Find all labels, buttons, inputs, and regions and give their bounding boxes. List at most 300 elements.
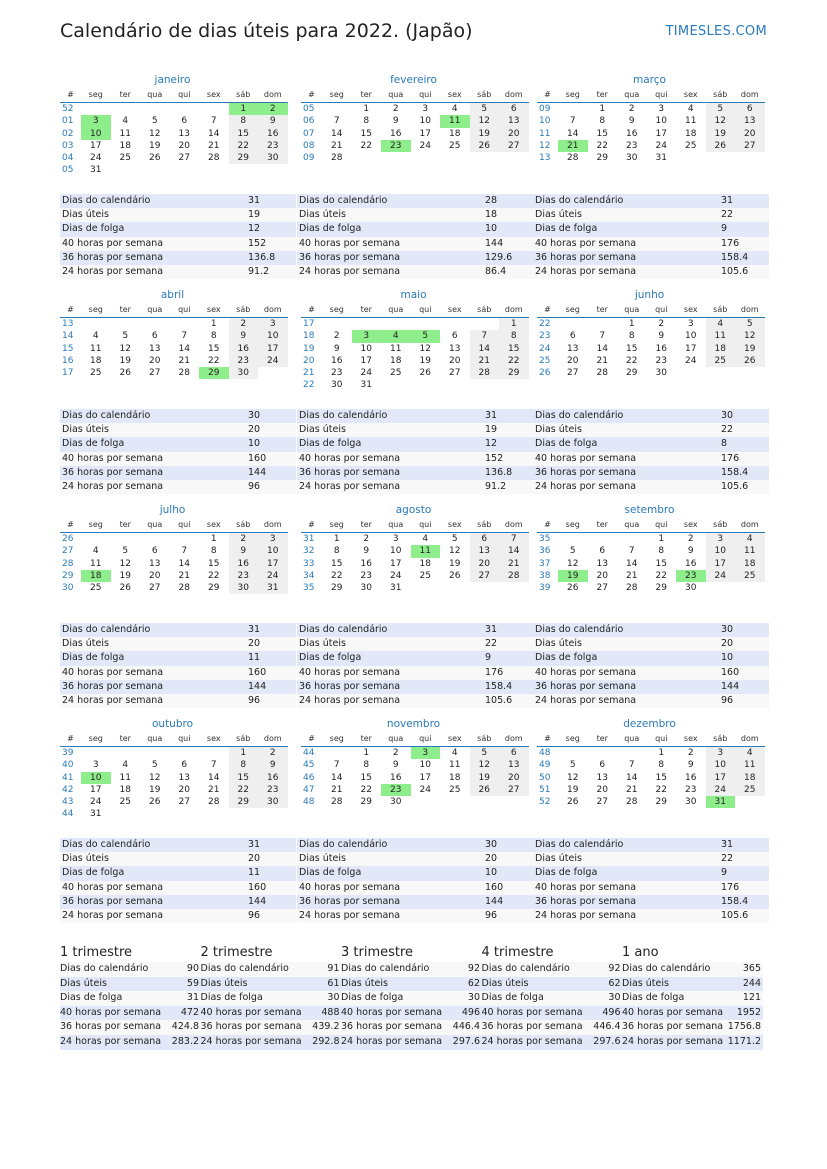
day-cell[interactable]: 29 bbox=[229, 796, 259, 808]
day-cell[interactable]: 27 bbox=[149, 583, 161, 594]
day-cell[interactable]: 30 bbox=[685, 583, 697, 594]
day-cell[interactable]: 20 bbox=[567, 355, 579, 366]
day-cell[interactable]: 24 bbox=[685, 355, 697, 366]
day-cell[interactable]: 3 bbox=[92, 760, 99, 771]
day-cell[interactable]: 6 bbox=[735, 103, 765, 115]
day-cell[interactable]: 24 bbox=[90, 797, 102, 808]
day-cell[interactable]: 16 bbox=[229, 343, 259, 355]
day-cell[interactable]: 27 bbox=[178, 797, 190, 808]
day-cell[interactable]: 4 bbox=[687, 104, 694, 114]
day-cell[interactable]: 18 bbox=[449, 772, 461, 783]
day-cell[interactable]: 3 bbox=[422, 104, 429, 114]
day-cell[interactable]: 29 bbox=[499, 367, 529, 379]
day-cell[interactable]: 21 bbox=[470, 355, 500, 367]
day-cell[interactable]: 31 bbox=[390, 583, 402, 594]
day-cell[interactable]: 20 bbox=[735, 128, 765, 140]
day-cell[interactable]: 19 bbox=[149, 140, 161, 151]
day-cell[interactable]: 5 bbox=[569, 546, 576, 557]
day-cell[interactable]: 24 bbox=[258, 355, 288, 367]
day-cell[interactable]: 8 bbox=[229, 115, 259, 127]
day-cell[interactable]: 18 bbox=[706, 343, 736, 355]
day-cell[interactable]: 13 bbox=[596, 558, 608, 569]
day-cell[interactable]: 29 bbox=[229, 152, 259, 164]
day-cell[interactable]: 15 bbox=[208, 343, 220, 354]
day-cell[interactable]: 28 bbox=[567, 153, 579, 164]
day-cell[interactable]: 5 bbox=[151, 116, 158, 127]
day-cell[interactable]: 1 bbox=[333, 534, 340, 544]
day-cell[interactable]: 6 bbox=[151, 331, 158, 342]
day-cell[interactable]: 7 bbox=[628, 760, 635, 771]
day-cell[interactable]: 18 bbox=[119, 784, 131, 795]
day-cell[interactable]: 17 bbox=[258, 343, 288, 355]
day-cell[interactable]: 11 bbox=[449, 760, 461, 771]
day-cell[interactable]: 16 bbox=[229, 558, 259, 570]
day-cell[interactable]: 13 bbox=[178, 128, 190, 139]
day-cell[interactable]: 14 bbox=[499, 545, 529, 557]
day-cell[interactable]: 5 bbox=[470, 747, 500, 759]
day-cell[interactable]: 3 bbox=[81, 115, 111, 127]
day-cell[interactable]: 26 bbox=[419, 368, 431, 379]
day-cell[interactable]: 30 bbox=[685, 797, 697, 808]
day-cell[interactable]: 22 bbox=[655, 784, 667, 795]
day-cell[interactable]: 26 bbox=[567, 583, 579, 594]
day-cell[interactable]: 19 bbox=[735, 343, 765, 355]
day-cell[interactable]: 11 bbox=[735, 545, 765, 557]
day-cell[interactable]: 14 bbox=[470, 343, 500, 355]
day-cell[interactable]: 27 bbox=[596, 583, 608, 594]
day-cell[interactable]: 2 bbox=[258, 103, 288, 115]
day-cell[interactable]: 27 bbox=[470, 570, 500, 582]
day-cell[interactable]: 23 bbox=[258, 140, 288, 152]
day-cell[interactable]: 11 bbox=[706, 330, 736, 342]
day-cell[interactable]: 20 bbox=[178, 784, 190, 795]
day-cell[interactable]: 19 bbox=[419, 355, 431, 366]
day-cell[interactable]: 9 bbox=[229, 330, 259, 342]
day-cell[interactable]: 26 bbox=[470, 140, 500, 152]
day-cell[interactable]: 22 bbox=[229, 140, 259, 152]
day-cell[interactable]: 28 bbox=[208, 153, 220, 164]
day-cell[interactable]: 2 bbox=[658, 319, 665, 329]
day-cell[interactable]: 22 bbox=[596, 140, 608, 151]
day-cell[interactable]: 15 bbox=[596, 128, 608, 139]
day-cell[interactable]: 23 bbox=[381, 140, 411, 152]
day-cell[interactable]: 10 bbox=[81, 772, 111, 784]
day-cell[interactable]: 21 bbox=[178, 355, 190, 366]
day-cell[interactable]: 27 bbox=[567, 368, 579, 379]
day-cell[interactable]: 10 bbox=[360, 343, 372, 354]
day-cell[interactable]: 5 bbox=[122, 331, 129, 342]
day-cell[interactable]: 10 bbox=[685, 331, 697, 342]
day-cell[interactable]: 29 bbox=[331, 583, 343, 594]
day-cell[interactable]: 24 bbox=[360, 368, 372, 379]
day-cell[interactable]: 28 bbox=[626, 583, 638, 594]
day-cell[interactable]: 13 bbox=[149, 558, 161, 569]
day-cell[interactable]: 16 bbox=[685, 772, 697, 783]
day-cell[interactable]: 16 bbox=[258, 128, 288, 140]
day-cell[interactable]: 23 bbox=[331, 368, 343, 379]
day-cell[interactable]: 14 bbox=[208, 772, 220, 783]
day-cell[interactable]: 25 bbox=[419, 570, 431, 581]
day-cell[interactable]: 6 bbox=[499, 103, 529, 115]
day-cell[interactable]: 8 bbox=[499, 330, 529, 342]
day-cell[interactable]: 25 bbox=[119, 797, 131, 808]
day-cell[interactable]: 6 bbox=[599, 760, 606, 771]
day-cell[interactable]: 20 bbox=[596, 570, 608, 581]
day-cell[interactable]: 31 bbox=[655, 153, 667, 164]
day-cell[interactable]: 26 bbox=[706, 140, 736, 152]
day-cell[interactable]: 23 bbox=[258, 784, 288, 796]
day-cell[interactable]: 1 bbox=[658, 748, 665, 758]
day-cell[interactable]: 28 bbox=[331, 797, 343, 808]
day-cell[interactable]: 6 bbox=[151, 546, 158, 557]
day-cell[interactable]: 25 bbox=[735, 784, 765, 796]
day-cell[interactable]: 9 bbox=[258, 115, 288, 127]
day-cell[interactable]: 24 bbox=[419, 784, 431, 795]
day-cell[interactable]: 11 bbox=[90, 558, 102, 569]
day-cell[interactable]: 22 bbox=[229, 784, 259, 796]
day-cell[interactable]: 20 bbox=[499, 772, 529, 784]
day-cell[interactable]: 24 bbox=[258, 570, 288, 582]
day-cell[interactable]: 18 bbox=[685, 128, 697, 139]
day-cell[interactable]: 15 bbox=[208, 558, 220, 569]
day-cell[interactable]: 30 bbox=[229, 367, 259, 379]
day-cell[interactable]: 25 bbox=[90, 368, 102, 379]
day-cell[interactable]: 21 bbox=[331, 140, 343, 151]
day-cell[interactable]: 8 bbox=[363, 760, 370, 771]
day-cell[interactable]: 21 bbox=[178, 570, 190, 581]
day-cell[interactable]: 9 bbox=[392, 760, 399, 771]
day-cell[interactable]: 2 bbox=[392, 104, 399, 114]
day-cell[interactable]: 26 bbox=[470, 784, 500, 796]
day-cell[interactable]: 7 bbox=[181, 331, 188, 342]
day-cell[interactable]: 13 bbox=[449, 343, 461, 354]
day-cell[interactable]: 30 bbox=[360, 583, 372, 594]
day-cell[interactable]: 8 bbox=[363, 116, 370, 127]
day-cell[interactable]: 7 bbox=[181, 546, 188, 557]
day-cell[interactable]: 14 bbox=[178, 343, 190, 354]
day-cell[interactable]: 23 bbox=[229, 570, 259, 582]
day-cell[interactable]: 8 bbox=[210, 546, 217, 557]
day-cell[interactable]: 19 bbox=[470, 128, 500, 140]
day-cell[interactable]: 12 bbox=[119, 343, 131, 354]
day-cell[interactable]: 15 bbox=[229, 128, 259, 140]
day-cell[interactable]: 5 bbox=[122, 546, 129, 557]
day-cell[interactable]: 31 bbox=[90, 165, 102, 176]
day-cell[interactable]: 23 bbox=[229, 355, 259, 367]
day-cell[interactable]: 7 bbox=[333, 760, 340, 771]
day-cell[interactable]: 17 bbox=[258, 558, 288, 570]
day-cell[interactable]: 17 bbox=[390, 558, 402, 569]
day-cell[interactable]: 21 bbox=[558, 140, 588, 152]
day-cell[interactable]: 5 bbox=[411, 330, 441, 342]
day-cell[interactable]: 10 bbox=[419, 760, 431, 771]
day-cell[interactable]: 27 bbox=[735, 140, 765, 152]
day-cell[interactable]: 3 bbox=[411, 747, 441, 759]
day-cell[interactable]: 4 bbox=[122, 760, 129, 771]
day-cell[interactable]: 31 bbox=[258, 582, 288, 594]
day-cell[interactable]: 30 bbox=[258, 152, 288, 164]
day-cell[interactable]: 26 bbox=[119, 583, 131, 594]
day-cell[interactable]: 3 bbox=[706, 533, 736, 545]
day-cell[interactable]: 30 bbox=[331, 380, 343, 391]
day-cell[interactable]: 1 bbox=[658, 534, 665, 544]
day-cell[interactable]: 8 bbox=[658, 760, 665, 771]
day-cell[interactable]: 19 bbox=[449, 558, 461, 569]
day-cell[interactable]: 17 bbox=[419, 128, 431, 139]
day-cell[interactable]: 8 bbox=[658, 546, 665, 557]
day-cell[interactable]: 3 bbox=[706, 747, 736, 759]
day-cell[interactable]: 29 bbox=[596, 153, 608, 164]
day-cell[interactable]: 3 bbox=[687, 319, 694, 329]
day-cell[interactable]: 5 bbox=[151, 760, 158, 771]
day-cell[interactable]: 20 bbox=[149, 570, 161, 581]
day-cell[interactable]: 25 bbox=[735, 570, 765, 582]
day-cell[interactable]: 1 bbox=[210, 534, 217, 544]
day-cell[interactable]: 6 bbox=[470, 533, 500, 545]
day-cell[interactable]: 12 bbox=[449, 546, 461, 557]
day-cell[interactable]: 11 bbox=[119, 128, 131, 139]
day-cell[interactable]: 17 bbox=[655, 128, 667, 139]
day-cell[interactable]: 18 bbox=[390, 355, 402, 366]
day-cell[interactable]: 6 bbox=[499, 747, 529, 759]
day-cell[interactable]: 6 bbox=[599, 546, 606, 557]
day-cell[interactable]: 12 bbox=[470, 759, 500, 771]
day-cell[interactable]: 4 bbox=[451, 104, 458, 114]
day-cell[interactable]: 20 bbox=[596, 784, 608, 795]
day-cell[interactable]: 23 bbox=[381, 784, 411, 796]
day-cell[interactable]: 9 bbox=[229, 545, 259, 557]
day-cell[interactable]: 1 bbox=[499, 318, 529, 330]
day-cell[interactable]: 9 bbox=[333, 343, 340, 354]
day-cell[interactable]: 12 bbox=[419, 343, 431, 354]
day-cell[interactable]: 23 bbox=[360, 570, 372, 581]
day-cell[interactable]: 16 bbox=[390, 128, 402, 139]
day-cell[interactable]: 19 bbox=[470, 772, 500, 784]
day-cell[interactable]: 18 bbox=[419, 558, 431, 569]
day-cell[interactable]: 19 bbox=[119, 570, 131, 581]
day-cell[interactable]: 14 bbox=[567, 128, 579, 139]
day-cell[interactable]: 22 bbox=[360, 784, 372, 795]
day-cell[interactable]: 18 bbox=[81, 570, 111, 582]
day-cell[interactable]: 28 bbox=[178, 583, 190, 594]
day-cell[interactable]: 6 bbox=[181, 116, 188, 127]
day-cell[interactable]: 23 bbox=[626, 140, 638, 151]
day-cell[interactable]: 19 bbox=[149, 784, 161, 795]
day-cell[interactable]: 4 bbox=[422, 534, 429, 544]
day-cell[interactable]: 5 bbox=[735, 318, 765, 330]
day-cell[interactable]: 3 bbox=[658, 104, 665, 114]
day-cell[interactable]: 8 bbox=[599, 116, 606, 127]
day-cell[interactable]: 22 bbox=[626, 355, 638, 366]
day-cell[interactable]: 5 bbox=[470, 103, 500, 115]
day-cell[interactable]: 4 bbox=[92, 546, 99, 557]
day-cell[interactable]: 1 bbox=[599, 104, 606, 114]
day-cell[interactable]: 16 bbox=[390, 772, 402, 783]
day-cell[interactable]: 21 bbox=[208, 784, 220, 795]
day-cell[interactable]: 9 bbox=[363, 546, 370, 557]
day-cell[interactable]: 16 bbox=[626, 128, 638, 139]
day-cell[interactable]: 2 bbox=[333, 331, 340, 342]
day-cell[interactable]: 10 bbox=[258, 330, 288, 342]
day-cell[interactable]: 2 bbox=[687, 534, 694, 544]
day-cell[interactable]: 29 bbox=[655, 583, 667, 594]
day-cell[interactable]: 29 bbox=[199, 367, 229, 379]
day-cell[interactable]: 30 bbox=[626, 153, 638, 164]
day-cell[interactable]: 13 bbox=[596, 772, 608, 783]
day-cell[interactable]: 23 bbox=[655, 355, 667, 366]
day-cell[interactable]: 9 bbox=[658, 331, 665, 342]
day-cell[interactable]: 16 bbox=[685, 558, 697, 569]
day-cell[interactable]: 2 bbox=[392, 748, 399, 758]
day-cell[interactable]: 13 bbox=[735, 115, 765, 127]
day-cell[interactable]: 25 bbox=[119, 153, 131, 164]
day-cell[interactable]: 16 bbox=[331, 355, 343, 366]
day-cell[interactable]: 4 bbox=[451, 748, 458, 758]
day-cell[interactable]: 16 bbox=[655, 343, 667, 354]
day-cell[interactable]: 15 bbox=[229, 772, 259, 784]
day-cell[interactable]: 14 bbox=[626, 558, 638, 569]
day-cell[interactable]: 26 bbox=[735, 355, 765, 367]
day-cell[interactable]: 8 bbox=[210, 331, 217, 342]
day-cell[interactable]: 17 bbox=[706, 558, 736, 570]
day-cell[interactable]: 17 bbox=[90, 784, 102, 795]
day-cell[interactable]: 29 bbox=[208, 583, 220, 594]
day-cell[interactable]: 21 bbox=[499, 558, 529, 570]
day-cell[interactable]: 23 bbox=[676, 570, 706, 582]
day-cell[interactable]: 4 bbox=[122, 116, 129, 127]
day-cell[interactable]: 13 bbox=[470, 545, 500, 557]
day-cell[interactable]: 15 bbox=[360, 128, 372, 139]
day-cell[interactable]: 15 bbox=[331, 558, 343, 569]
day-cell[interactable]: 7 bbox=[569, 116, 576, 127]
day-cell[interactable]: 19 bbox=[706, 128, 736, 140]
day-cell[interactable]: 16 bbox=[258, 772, 288, 784]
day-cell[interactable]: 10 bbox=[390, 546, 402, 557]
day-cell[interactable]: 19 bbox=[558, 570, 588, 582]
day-cell[interactable]: 19 bbox=[119, 355, 131, 366]
day-cell[interactable]: 1 bbox=[229, 103, 259, 115]
day-cell[interactable]: 4 bbox=[735, 747, 765, 759]
day-cell[interactable]: 2 bbox=[363, 534, 370, 544]
day-cell[interactable]: 9 bbox=[687, 760, 694, 771]
day-cell[interactable]: 20 bbox=[470, 558, 500, 570]
day-cell[interactable]: 10 bbox=[81, 128, 111, 140]
day-cell[interactable]: 28 bbox=[470, 367, 500, 379]
day-cell[interactable]: 2 bbox=[628, 104, 635, 114]
day-cell[interactable]: 2 bbox=[258, 747, 288, 759]
day-cell[interactable]: 11 bbox=[90, 343, 102, 354]
day-cell[interactable]: 17 bbox=[685, 343, 697, 354]
day-cell[interactable]: 7 bbox=[628, 546, 635, 557]
day-cell[interactable]: 20 bbox=[178, 140, 190, 151]
day-cell[interactable]: 24 bbox=[655, 140, 667, 151]
day-cell[interactable]: 15 bbox=[499, 343, 529, 355]
day-cell[interactable]: 27 bbox=[178, 153, 190, 164]
day-cell[interactable]: 24 bbox=[390, 570, 402, 581]
day-cell[interactable]: 16 bbox=[360, 558, 372, 569]
day-cell[interactable]: 23 bbox=[685, 784, 697, 795]
day-cell[interactable]: 2 bbox=[229, 318, 259, 330]
day-cell[interactable]: 28 bbox=[626, 797, 638, 808]
day-cell[interactable]: 3 bbox=[258, 533, 288, 545]
day-cell[interactable]: 17 bbox=[419, 772, 431, 783]
day-cell[interactable]: 12 bbox=[149, 128, 161, 139]
day-cell[interactable]: 30 bbox=[655, 368, 667, 379]
day-cell[interactable]: 29 bbox=[360, 797, 372, 808]
day-cell[interactable]: 3 bbox=[258, 318, 288, 330]
day-cell[interactable]: 9 bbox=[628, 116, 635, 127]
day-cell[interactable]: 21 bbox=[331, 784, 343, 795]
day-cell[interactable]: 17 bbox=[706, 772, 736, 784]
day-cell[interactable]: 12 bbox=[567, 772, 579, 783]
day-cell[interactable]: 26 bbox=[149, 797, 161, 808]
day-cell[interactable]: 21 bbox=[208, 140, 220, 151]
day-cell[interactable]: 12 bbox=[567, 558, 579, 569]
day-cell[interactable]: 12 bbox=[119, 558, 131, 569]
day-cell[interactable]: 12 bbox=[470, 115, 500, 127]
day-cell[interactable]: 7 bbox=[210, 760, 217, 771]
day-cell[interactable]: 4 bbox=[381, 330, 411, 342]
day-cell[interactable]: 22 bbox=[208, 570, 220, 581]
day-cell[interactable]: 26 bbox=[449, 570, 461, 581]
day-cell[interactable]: 28 bbox=[596, 368, 608, 379]
day-cell[interactable]: 7 bbox=[599, 331, 606, 342]
day-cell[interactable]: 4 bbox=[735, 533, 765, 545]
day-cell[interactable]: 13 bbox=[178, 772, 190, 783]
day-cell[interactable]: 25 bbox=[449, 140, 461, 151]
day-cell[interactable]: 10 bbox=[419, 116, 431, 127]
day-cell[interactable]: 8 bbox=[229, 759, 259, 771]
day-cell[interactable]: 13 bbox=[567, 343, 579, 354]
day-cell[interactable]: 10 bbox=[258, 545, 288, 557]
day-cell[interactable]: 18 bbox=[735, 558, 765, 570]
day-cell[interactable]: 2 bbox=[229, 533, 259, 545]
day-cell[interactable]: 28 bbox=[499, 570, 529, 582]
day-cell[interactable]: 4 bbox=[706, 318, 736, 330]
day-cell[interactable]: 21 bbox=[626, 784, 638, 795]
day-cell[interactable]: 11 bbox=[685, 116, 697, 127]
day-cell[interactable]: 25 bbox=[90, 583, 102, 594]
day-cell[interactable]: 20 bbox=[449, 355, 461, 366]
day-cell[interactable]: 8 bbox=[628, 331, 635, 342]
day-cell[interactable]: 15 bbox=[360, 772, 372, 783]
day-cell[interactable]: 11 bbox=[440, 115, 470, 127]
day-cell[interactable]: 14 bbox=[331, 772, 343, 783]
day-cell[interactable]: 18 bbox=[119, 140, 131, 151]
day-cell[interactable]: 24 bbox=[706, 784, 736, 796]
day-cell[interactable]: 12 bbox=[735, 330, 765, 342]
day-cell[interactable]: 6 bbox=[451, 331, 458, 342]
day-cell[interactable]: 14 bbox=[208, 128, 220, 139]
day-cell[interactable]: 6 bbox=[181, 760, 188, 771]
day-cell[interactable]: 6 bbox=[569, 331, 576, 342]
day-cell[interactable]: 11 bbox=[390, 343, 402, 354]
day-cell[interactable]: 22 bbox=[331, 570, 343, 581]
day-cell[interactable]: 31 bbox=[360, 380, 372, 391]
day-cell[interactable]: 18 bbox=[449, 128, 461, 139]
day-cell[interactable]: 11 bbox=[735, 759, 765, 771]
day-cell[interactable]: 26 bbox=[149, 153, 161, 164]
day-cell[interactable]: 8 bbox=[333, 546, 340, 557]
day-cell[interactable]: 10 bbox=[706, 545, 736, 557]
day-cell[interactable]: 24 bbox=[90, 153, 102, 164]
day-cell[interactable]: 28 bbox=[178, 368, 190, 379]
day-cell[interactable]: 25 bbox=[685, 140, 697, 151]
day-cell[interactable]: 1 bbox=[628, 319, 635, 329]
day-cell[interactable]: 31 bbox=[706, 796, 736, 808]
day-cell[interactable]: 22 bbox=[655, 570, 667, 581]
day-cell[interactable]: 29 bbox=[655, 797, 667, 808]
